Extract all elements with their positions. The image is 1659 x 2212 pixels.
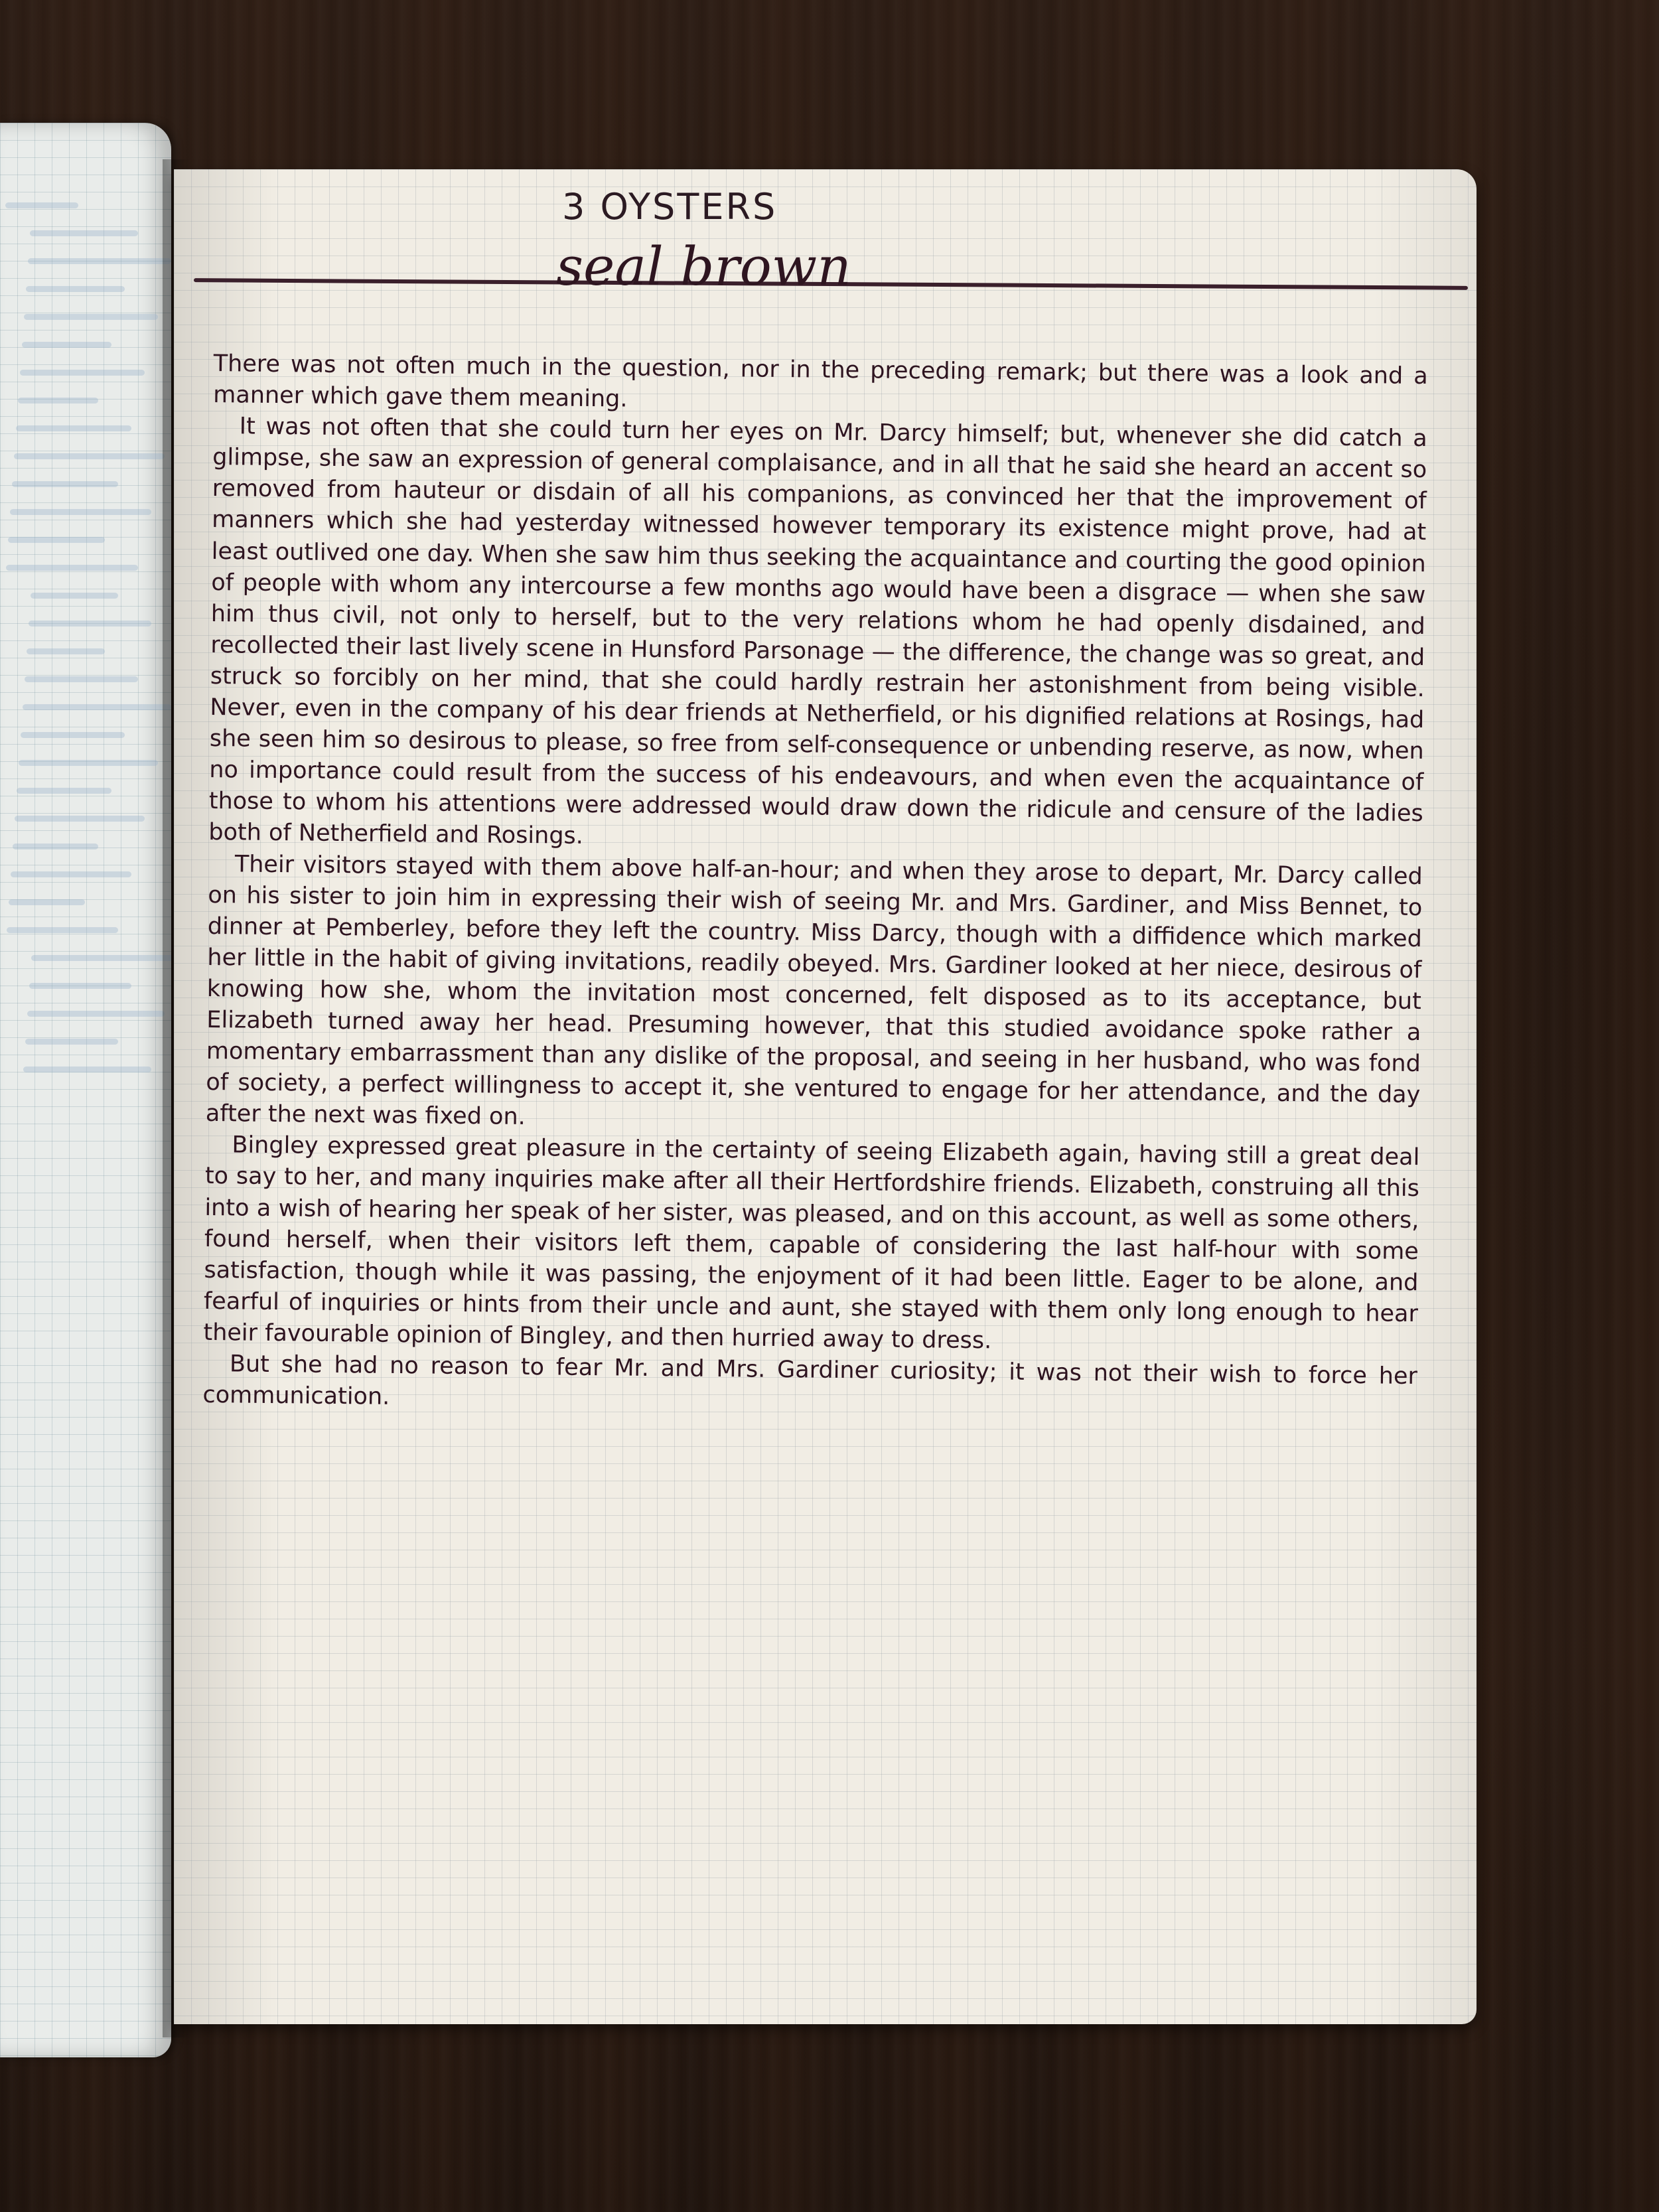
paragraph-1: There was not often much in the question, nor in the preceding remark; but there was a look and a manner which gave them meaning. <box>213 350 1428 413</box>
show-through-line <box>11 871 131 877</box>
show-through-line <box>6 565 138 571</box>
show-through-line <box>16 425 131 431</box>
ink-name-heading: seal brown <box>556 236 851 297</box>
paragraph-5: But she had no reason to fear Mr. and Mrs. Gardiner curiosity; it was not their wish to force her communication. <box>202 1351 1418 1410</box>
show-through-line <box>20 370 145 376</box>
show-through-line <box>15 816 145 822</box>
show-through-line <box>9 899 85 905</box>
show-through-line <box>31 593 118 599</box>
show-through-line <box>19 760 158 766</box>
paragraph-2: It was not often that she could turn her eyes on Mr. Darcy himself; but, whenever she did catch a glimpse, she saw an expression of general complaisance, and in all that he said she heard an accent so removed from hauteur or disdain of all his companions, as convinced her that the improvement of manners which she had yesterday witnessed however temporary its existence might prove, had at least outlived one day. When she saw him thus seeking the acquaintance and courting the good opinion of people with whom any intercourse a few months ago would have been a disgrace — when she saw him thus civil, not only to herself, but to the very relations whom he had openly disdained, and recollected their last lively scene in Hunsford Parsonage — the difference, the change was so great, and struck so forcibly on her mind, that she could hardly restrain her astonishment from being visible. Never, even in the company of his dear friends at Netherfield, or his dignified relations at Rosings, had she seen him so desirous to please, so free from self-consequence or unbending reserve, as now, when no importance could result from the success of his endeavours, and when even the acquaintance of those to whom his attentions were addressed would draw down the ridicule and censure of the ladies both of Netherfield and Rosings. <box>208 413 1427 850</box>
show-through-writing <box>5 202 165 1094</box>
show-through-line <box>13 844 98 849</box>
show-through-line <box>5 202 78 208</box>
show-through-line <box>26 286 125 292</box>
show-through-line <box>25 1039 118 1045</box>
show-through-line <box>30 230 138 236</box>
show-through-line <box>21 732 125 738</box>
paragraph-3: Their visitors stayed with them above half-an-hour; and when they arose to depart, Mr. Darcy called on his sister to join him in expressing their wish of seeing Mr. and Mrs. Gardiner, and Miss Bennet, to dinner at Pemberley, before they left the country. Miss Darcy, though with a diffidence which marked her little in the habit of giving invitations, readily obeyed. Mrs. Gardiner looked at her niece, desirous of knowing how she, whom the invitation most concerned, felt disposed as to its acceptance, but Elizabeth turned away her head. Presuming however, that this studied avoidance spoke rather a momentary embarrassment than any dislike of the proposal, and seeing in her husband, who was fond of society, a perfect willingness to accept it, she ventured to engage for her attendance, and the day after the next was fixed on. <box>205 850 1423 1131</box>
handwritten-passage <box>202 348 1428 1424</box>
right-notebook-page <box>174 169 1477 2024</box>
left-notebook-page <box>0 123 171 2057</box>
show-through-line <box>23 704 171 710</box>
show-through-line <box>23 1067 151 1072</box>
show-through-line <box>25 676 138 682</box>
show-through-line <box>7 927 118 933</box>
show-through-line <box>24 314 158 320</box>
show-through-line <box>27 648 105 654</box>
show-through-line <box>29 621 151 627</box>
show-through-line <box>12 481 118 487</box>
show-through-line <box>22 342 111 348</box>
page-title: 3 OYSTERS <box>562 186 778 228</box>
show-through-line <box>17 788 111 794</box>
show-through-line <box>29 983 131 989</box>
paragraph-4: Bingley expressed great pleasure in the certainty of seeing Elizabeth again, having still a great deal to say to her, and many inquiries make after all their Hertfordshire friends. Elizabeth, construing all this into a wish of hearing her speak of her sister, was pleased, and on this account, as well as some others, found herself, when their visitors left them, capable of considering the last half-hour with some satisfaction, though while it was passing, the enjoyment of it had been little. Eager to be alone, and fearful of inquiries or hints from their uncle and aunt, she stayed with them only long enough to hear their favourable opinion of Bingley, and then hurried away to dress. <box>203 1132 1420 1355</box>
show-through-line <box>18 398 98 404</box>
show-through-line <box>8 537 105 543</box>
show-through-line <box>14 453 165 459</box>
show-through-line <box>28 258 171 264</box>
show-through-line <box>10 509 151 515</box>
show-through-line <box>27 1011 165 1017</box>
show-through-line <box>31 955 171 961</box>
